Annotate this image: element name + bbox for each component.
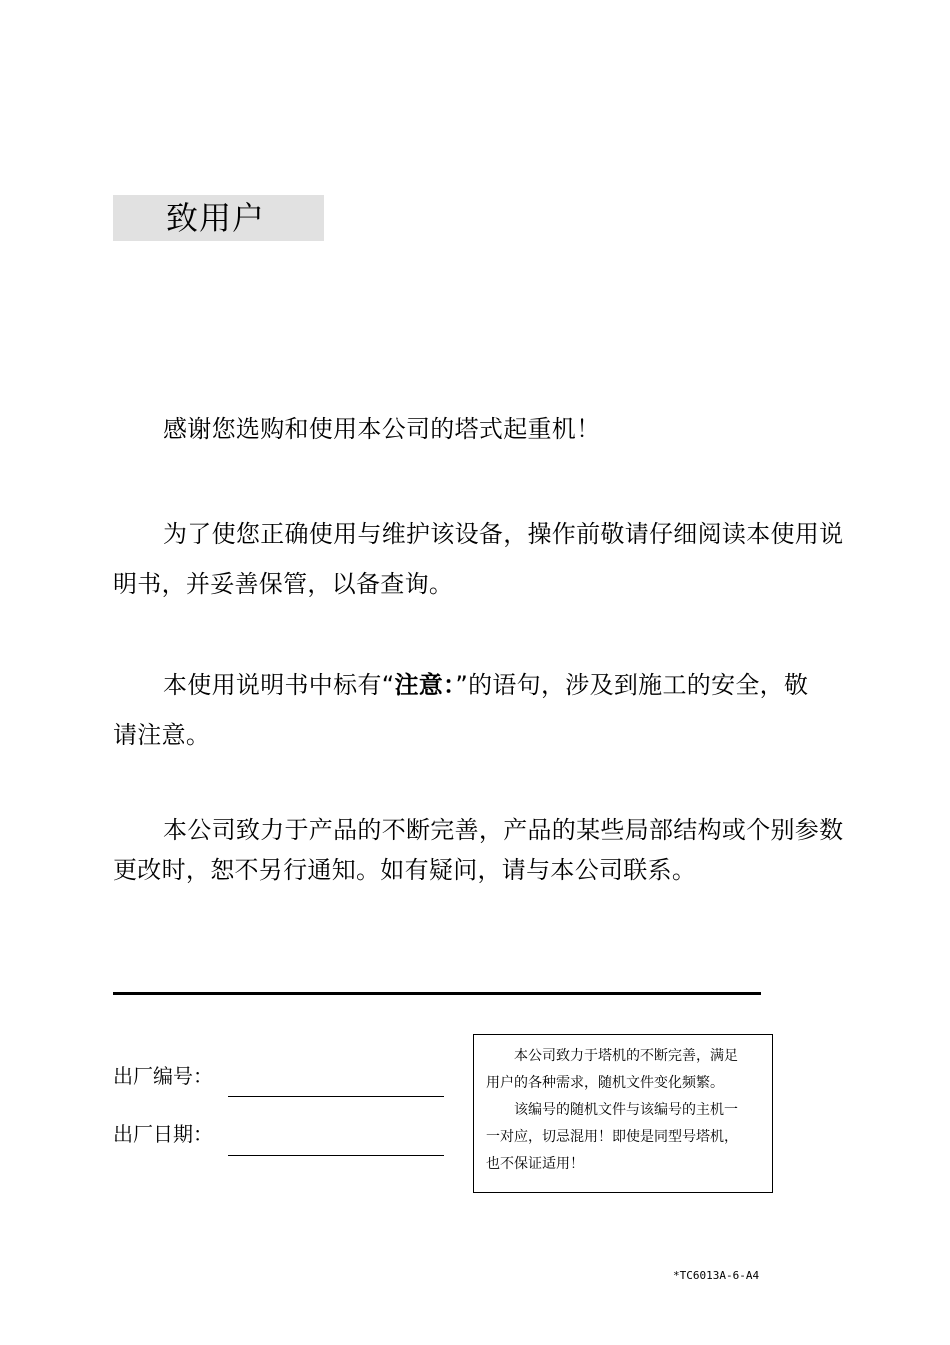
notice-line-1: 本公司致力于塔机的不断完善，满足	[514, 1048, 738, 1064]
factory-number-blank	[228, 1096, 444, 1097]
notice-line-3: 该编号的随机文件与该编号的主机一	[514, 1102, 738, 1118]
notice-line-2: 用户的各种需求，随机文件变化频繁。	[486, 1075, 724, 1091]
improvement-line-2: 更改时，恕不另行通知。如有疑问，请与本公司联系。	[113, 856, 697, 884]
section-divider	[113, 992, 761, 995]
improvement-paragraph	[113, 810, 878, 890]
page-title: 致用户	[166, 199, 266, 237]
document-code: *TC6013A-6-A4	[673, 1269, 760, 1282]
attention-line-2: 请注意。	[113, 721, 211, 749]
thanks-paragraph	[113, 411, 928, 447]
attention-keyword: 注意：	[394, 671, 456, 699]
notice-line-5: 也不保证适用！	[486, 1156, 584, 1172]
factory-number-label: 出厂编号：	[113, 1064, 213, 1088]
attention-text-before: 本使用说明书中标有“	[163, 671, 395, 699]
factory-date-label: 出厂日期：	[113, 1122, 213, 1146]
notice-line-4: 一对应，切忌混用！即使是同型号塔机，	[486, 1129, 738, 1145]
attention-line-1	[113, 660, 878, 710]
document-notice-box	[473, 1034, 773, 1193]
read-manual-paragraph	[113, 509, 878, 609]
attention-paragraph	[113, 660, 878, 760]
thanks-text: 感谢您选购和使用本公司的塔式起重机！	[163, 415, 601, 443]
factory-date-blank	[228, 1155, 444, 1156]
read-manual-line-2: 明书，并妥善保管，以备查询。	[113, 570, 454, 598]
read-manual-line-1: 为了使您正确使用与维护该设备，操作前敬请仔细阅读本使用说	[163, 520, 844, 548]
attention-text-after: ”的语句，涉及到施工的安全，敬	[455, 671, 809, 699]
improvement-line-1: 本公司致力于产品的不断完善，产品的某些局部结构或个别参数	[163, 816, 844, 844]
